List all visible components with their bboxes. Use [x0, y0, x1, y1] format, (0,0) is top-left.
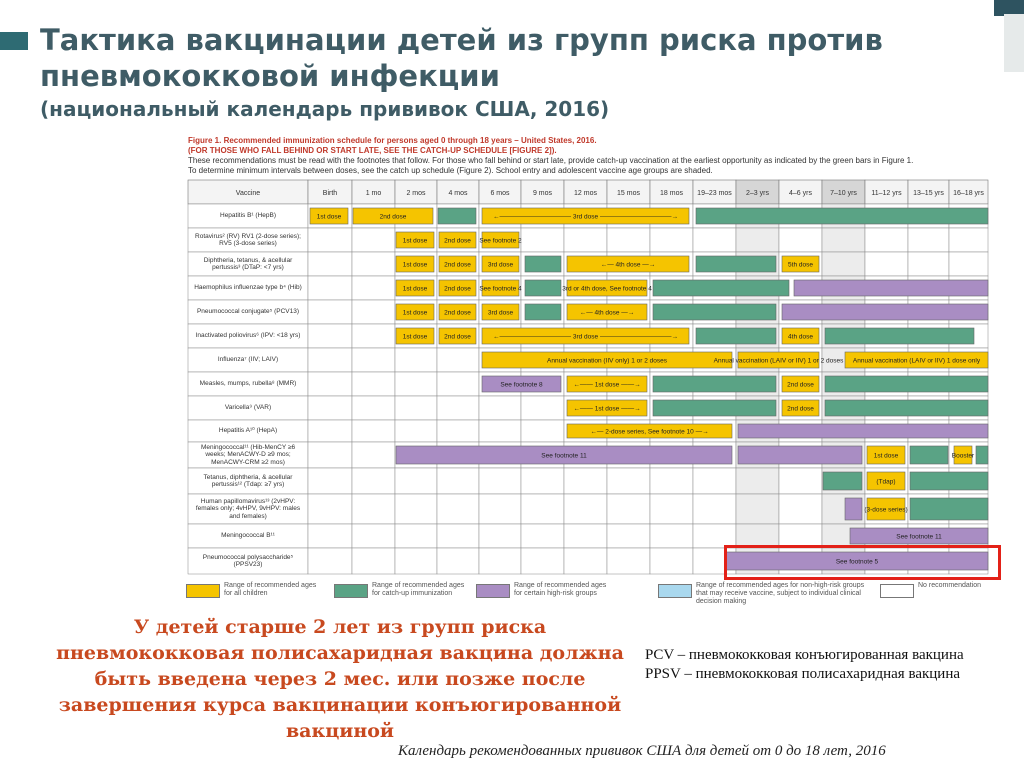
- schedule-cell: [395, 524, 437, 548]
- schedule-bar: [782, 304, 988, 320]
- schedule-cell: [521, 548, 564, 574]
- figure-caption: [188, 136, 988, 176]
- schedule-cell: [521, 396, 564, 420]
- schedule-cell: [308, 372, 352, 396]
- vaccine-name: Human papillomavirus¹³ (2vHPV: females only; 4vHPV, 9vHPV: males and females): [195, 497, 301, 520]
- schedule-bar-label: 2nd dose: [444, 237, 471, 245]
- schedule-bar-label: 1st dose: [402, 309, 428, 317]
- schedule-cell: [308, 228, 352, 252]
- schedule-cell: [352, 494, 395, 524]
- schedule-bar-label: 1st dose: [402, 285, 428, 293]
- schedule-bar-label: 3rd dose: [487, 309, 514, 317]
- schedule-cell: [308, 252, 352, 276]
- schedule-cell: [308, 396, 352, 420]
- schedule-bar-label: 5th dose: [788, 261, 813, 269]
- vaccine-name: Measles, mumps, rubella⁸ (MMR): [199, 380, 297, 388]
- schedule-bar-label: See footnote 11: [541, 452, 587, 460]
- age-header-label: 4 mos: [448, 190, 468, 197]
- schedule-cell: [352, 324, 395, 348]
- schedule-bar: [910, 472, 988, 490]
- schedule-bar-label: 4th dose: [788, 333, 813, 341]
- schedule-bar: [653, 280, 789, 296]
- schedule-bar: [653, 304, 776, 320]
- age-header-label: Birth: [322, 190, 338, 197]
- schedule-bar: [653, 376, 776, 392]
- schedule-cell: [479, 494, 521, 524]
- schedule-cell: [308, 348, 352, 372]
- schedule-bar: [438, 208, 476, 224]
- schedule-cell: [521, 468, 564, 494]
- schedule-cell: [521, 228, 564, 252]
- schedule-cell: [822, 252, 865, 276]
- ppsv23-highlight-box: [724, 545, 1001, 580]
- schedule-cell: [607, 494, 650, 524]
- schedule-cell: [521, 494, 564, 524]
- schedule-bar-label: See footnote 4: [479, 285, 522, 293]
- schedule-bar: [525, 280, 561, 296]
- slide-right-accent: [1004, 14, 1024, 72]
- schedule-cell: [736, 468, 779, 494]
- schedule-cell: [437, 372, 479, 396]
- schedule-cell: [395, 494, 437, 524]
- abbr-pcv: PCV – пневмококковая конъюгированная вакцина: [645, 647, 964, 663]
- schedule-cell: [352, 300, 395, 324]
- schedule-cell: [779, 228, 822, 252]
- age-header-label: 1 mo: [365, 190, 382, 197]
- age-header-label: 18 mos: [660, 190, 683, 197]
- slide-subtitle: (национальный календарь прививок США, 2016): [40, 97, 610, 121]
- vaccine-name-cell: [190, 229, 306, 251]
- schedule-cell: [479, 396, 521, 420]
- schedule-bar-label: 2nd dose: [444, 333, 471, 341]
- age-header-label: 11–12 yrs: [871, 190, 902, 197]
- legend-label: Range of recommended ages for non-high-risk groups that may receive vaccine, subject to individual clinical decision making: [696, 582, 865, 605]
- vaccine-name: Pneumococcal polysaccharide⁵ (PPSV23): [202, 553, 294, 568]
- schedule-cell: [693, 494, 736, 524]
- schedule-cell: [352, 372, 395, 396]
- schedule-cell: [607, 228, 650, 252]
- schedule-bar-label: 2nd dose: [787, 381, 814, 389]
- abbr-ppsv: PPSV – пневмококковая полисахаридная вакцина: [645, 666, 961, 682]
- schedule-bar-label: 2nd dose: [787, 405, 814, 413]
- schedule-bar-label: 2nd dose: [444, 261, 471, 269]
- schedule-cell: [607, 468, 650, 494]
- vaccine-name: Haemophilus influenzae type b⁴ (Hib): [194, 284, 302, 292]
- schedule-bar: [525, 256, 561, 272]
- schedule-cell: [352, 276, 395, 300]
- schedule-legend: [186, 582, 990, 610]
- vaccine-name: Pneumococcal conjugate⁵ (PCV13): [196, 308, 300, 316]
- age-header-label: 12 mos: [574, 190, 597, 197]
- age-header-label: 13–15 yrs: [913, 190, 944, 197]
- schedule-cell: [395, 396, 437, 420]
- schedule-cell: [395, 372, 437, 396]
- schedule-cell: [521, 524, 564, 548]
- schedule-cell: [308, 420, 352, 442]
- schedule-cell: [736, 494, 779, 524]
- schedule-bar-label: 3rd or 4th dose, See footnote 4: [562, 285, 652, 293]
- schedule-bar-label: See footnote 8: [500, 381, 543, 389]
- schedule-bar: [696, 256, 776, 272]
- schedule-cell: [437, 420, 479, 442]
- schedule-bar: [910, 446, 948, 464]
- schedule-cell: [308, 548, 352, 574]
- vaccine-name-cell: [190, 421, 306, 441]
- schedule-cell: [607, 548, 650, 574]
- age-header-label: 6 mos: [490, 190, 510, 197]
- schedule-bar-label: 1st dose: [402, 237, 428, 245]
- slide-title: Тактика вакцинации детей из групп риска против пневмококковой инфекции: [40, 23, 883, 93]
- schedule-bar: [976, 446, 988, 464]
- age-header-label: 2–3 yrs: [746, 190, 769, 197]
- schedule-bar: [794, 280, 988, 296]
- schedule-cell: [865, 252, 908, 276]
- age-header-label: 7–10 yrs: [830, 190, 857, 197]
- schedule-cell: [437, 524, 479, 548]
- legend-swatch: [334, 584, 368, 598]
- schedule-cell: [308, 276, 352, 300]
- schedule-cell: [908, 252, 949, 276]
- abbreviations: [645, 646, 985, 684]
- schedule-bar: [738, 446, 862, 464]
- schedule-bar-label: Annual vaccination (IIV only) 1 or 2 doses: [547, 357, 667, 365]
- schedule-cell: [564, 228, 607, 252]
- schedule-cell: [395, 468, 437, 494]
- schedule-bar-label: Annual vaccination (LAIV or IIV) 1 or 2 doses: [713, 357, 844, 365]
- vaccine-name-cell: [190, 495, 306, 523]
- schedule-cell: [521, 420, 564, 442]
- schedule-bar-label: 1st dose: [316, 213, 342, 221]
- age-header-label: 15 mos: [617, 190, 640, 197]
- schedule-cell: [308, 442, 352, 468]
- schedule-bar-label: Booster: [951, 452, 975, 460]
- schedule-cell: [908, 228, 949, 252]
- vaccine-name: Influenza⁷ (IIV; LAIV): [217, 356, 279, 364]
- vaccine-name: Rotavirus² (RV) RV1 (2-dose series); RV5 (3-dose series): [195, 232, 301, 247]
- age-header-label: Vaccine: [235, 190, 261, 197]
- schedule-bar-label: 2nd dose: [444, 285, 471, 293]
- figure-catchup-note: (FOR THOSE WHO FALL BEHIND OR START LATE, SEE THE CATCH-UP SCHEDULE [FIGURE 2]).: [188, 146, 557, 155]
- schedule-bar-label: ←—— 1st dose ——→: [573, 381, 641, 389]
- figure-note-2: To determine minimum intervals between doses, see the catch up schedule (Figure 2). School entry and adolescent vaccine age groups are shaded.: [188, 166, 713, 175]
- vaccine-name-cell: [190, 253, 306, 275]
- vaccine-name: Diphtheria, tetanus, & acellular pertussis³ (DTaP: <7 yrs): [203, 256, 293, 271]
- schedule-bar-label: ←——————————— 3rd dose ———————————→: [493, 213, 678, 221]
- vaccine-name: Meningococcal B¹¹: [221, 532, 275, 540]
- schedule-cell: [352, 420, 395, 442]
- schedule-cell: [352, 348, 395, 372]
- schedule-cell: [479, 420, 521, 442]
- schedule-cell: [564, 548, 607, 574]
- schedule-cell: [779, 494, 822, 524]
- schedule-cell: [352, 252, 395, 276]
- schedule-bar-label: 3rd dose: [487, 261, 514, 269]
- schedule-bar-label: See footnote 11: [896, 533, 942, 541]
- schedule-cell: [949, 228, 988, 252]
- figure-title: Figure 1. Recommended immunization schedule for persons aged 0 through 18 years – United States, 2016.: [188, 136, 597, 145]
- schedule-bar-label: ←— 4th dose —→: [600, 261, 656, 269]
- risk-group-note: У детей старше 2 лет из групп риска пневмококковая полисахаридная вакцина должна быть введена через 2 мес. или позже после завершения курса вакцинации конъюгированной вакциной: [56, 616, 624, 742]
- schedule-bar: [823, 472, 862, 490]
- vaccine-name: Inactivated poliovirus⁶ (IPV: <18 yrs): [195, 332, 301, 340]
- schedule-cell: [352, 468, 395, 494]
- schedule-cell: [479, 524, 521, 548]
- age-header-label: 9 mos: [532, 190, 553, 197]
- schedule-cell: [736, 228, 779, 252]
- schedule-bar-label: 2nd dose: [444, 309, 471, 317]
- schedule-cell: [650, 228, 693, 252]
- schedule-cell: [437, 548, 479, 574]
- schedule-cell: [693, 228, 736, 252]
- schedule-cell: [437, 348, 479, 372]
- schedule-cell: [564, 468, 607, 494]
- schedule-cell: [308, 300, 352, 324]
- vaccine-name: Tetanus, diphtheria, & acellular pertussis¹² (Tdap: ≥7 yrs): [203, 473, 293, 488]
- schedule-cell: [395, 548, 437, 574]
- age-header-label: 16–18 yrs: [953, 190, 984, 197]
- schedule-cell: [479, 548, 521, 574]
- slide-top-bar: [0, 0, 1024, 14]
- schedule-cell: [437, 396, 479, 420]
- schedule-bar: [738, 424, 988, 438]
- schedule-bar: [845, 498, 862, 520]
- schedule-cell: [650, 548, 693, 574]
- schedule-cell: [352, 442, 395, 468]
- legend-swatch: [186, 584, 220, 598]
- vaccine-name-cell: [190, 349, 306, 371]
- vaccine-name-cell: [190, 397, 306, 419]
- schedule-bar-label: ←—— 1st dose ——→: [573, 405, 641, 413]
- schedule-bar-label: ←— 4th dose —→: [579, 309, 635, 317]
- legend-swatch: [476, 584, 510, 598]
- immunization-schedule-table: [186, 178, 990, 578]
- legend-label: Range of recommended ages for catch-up immunization: [372, 582, 465, 597]
- schedule-bar: [825, 400, 988, 416]
- schedule-cell: [607, 524, 650, 548]
- vaccine-name: Hepatitis A¹⁰ (HepA): [218, 427, 278, 435]
- schedule-cell: [352, 396, 395, 420]
- schedule-cell: [822, 228, 865, 252]
- vaccine-name-cell: [190, 205, 306, 227]
- vaccine-name-cell: [190, 549, 306, 573]
- schedule-bar-label: 1st dose: [873, 452, 899, 460]
- schedule-cell: [395, 348, 437, 372]
- schedule-cell: [352, 548, 395, 574]
- age-header-label: 2 mos: [406, 190, 426, 197]
- schedule-cell: [949, 252, 988, 276]
- schedule-bar-label: See footnote 2: [479, 237, 522, 245]
- legend-swatch: [880, 584, 914, 598]
- schedule-bar-label: 1st dose: [402, 261, 428, 269]
- schedule-cell: [437, 494, 479, 524]
- schedule-cell: [650, 468, 693, 494]
- age-header-label: 4–6 yrs: [789, 190, 812, 197]
- schedule-bar: [825, 328, 974, 344]
- legend-label: Range of recommended ages for all children: [224, 582, 317, 597]
- schedule-bar: [910, 498, 988, 520]
- source-caption: Календарь рекомендованных прививок США для детей от 0 до 18 лет, 2016: [398, 743, 886, 759]
- schedule-cell: [395, 420, 437, 442]
- schedule-cell: [693, 468, 736, 494]
- schedule-cell: [308, 494, 352, 524]
- schedule-cell: [308, 468, 352, 494]
- schedule-bar: [696, 208, 988, 224]
- slide-left-accent: [0, 32, 28, 50]
- schedule-bar: [696, 328, 776, 344]
- schedule-cell: [308, 524, 352, 548]
- schedule-cell: [564, 494, 607, 524]
- schedule-bar: [825, 376, 988, 392]
- schedule-cell: [650, 494, 693, 524]
- vaccine-name-cell: [190, 469, 306, 493]
- vaccine-name-cell: [190, 301, 306, 323]
- vaccine-name-cell: [190, 525, 306, 547]
- schedule-cell: [308, 324, 352, 348]
- schedule-bar-label: 2nd dose: [379, 213, 407, 221]
- schedule-bar-label: (Tdap): [876, 478, 896, 486]
- schedule-bar-label: (3-dose series): [864, 506, 908, 514]
- schedule-cell: [437, 468, 479, 494]
- age-header-label: 19–23 mos: [697, 190, 732, 197]
- schedule-bar-label: Annual vaccination (LAIV or IIV) 1 dose only: [852, 357, 981, 365]
- schedule-cell: [564, 524, 607, 548]
- vaccine-name-cell: [190, 443, 306, 467]
- schedule-bar: [525, 304, 561, 320]
- legend-label: Range of recommended ages for certain high-risk groups: [514, 582, 607, 597]
- schedule-cell: [479, 468, 521, 494]
- schedule-bar-label: ←——————————— 3rd dose ———————————→: [493, 333, 678, 341]
- schedule-cell: [779, 468, 822, 494]
- schedule-cell: [352, 524, 395, 548]
- schedule-bar-label: See footnote 5: [835, 558, 879, 566]
- schedule-bar: [653, 400, 776, 416]
- vaccine-name: Meningococcal¹¹ (Hib-MenCY ≥6 weeks; MenACWY-D ≥9 mos; MenACWY-CRM ≥2 mos): [200, 443, 296, 466]
- vaccine-name-cell: [190, 373, 306, 395]
- figure-note-1: These recommendations must be read with the footnotes that follow. For those who fall behind or start late, provide catch-up vaccination at the earliest opportunity as indicated by the green bars in Figure 1.: [188, 156, 914, 165]
- vaccine-name-cell: [190, 277, 306, 299]
- vaccine-name: Hepatitis B¹ (HepB): [220, 212, 276, 220]
- schedule-cell: [865, 228, 908, 252]
- legend-label: No recommendation: [918, 582, 982, 589]
- schedule-cell: [650, 524, 693, 548]
- legend-swatch: [658, 584, 692, 598]
- schedule-cell: [352, 228, 395, 252]
- vaccine-name-cell: [190, 325, 306, 347]
- vaccine-name: Varicella⁹ (VAR): [224, 404, 272, 412]
- schedule-bar-label: 1st dose: [402, 333, 428, 341]
- schedule-bar-label: ←— 2-dose series, See footnote 10 —→: [590, 428, 709, 436]
